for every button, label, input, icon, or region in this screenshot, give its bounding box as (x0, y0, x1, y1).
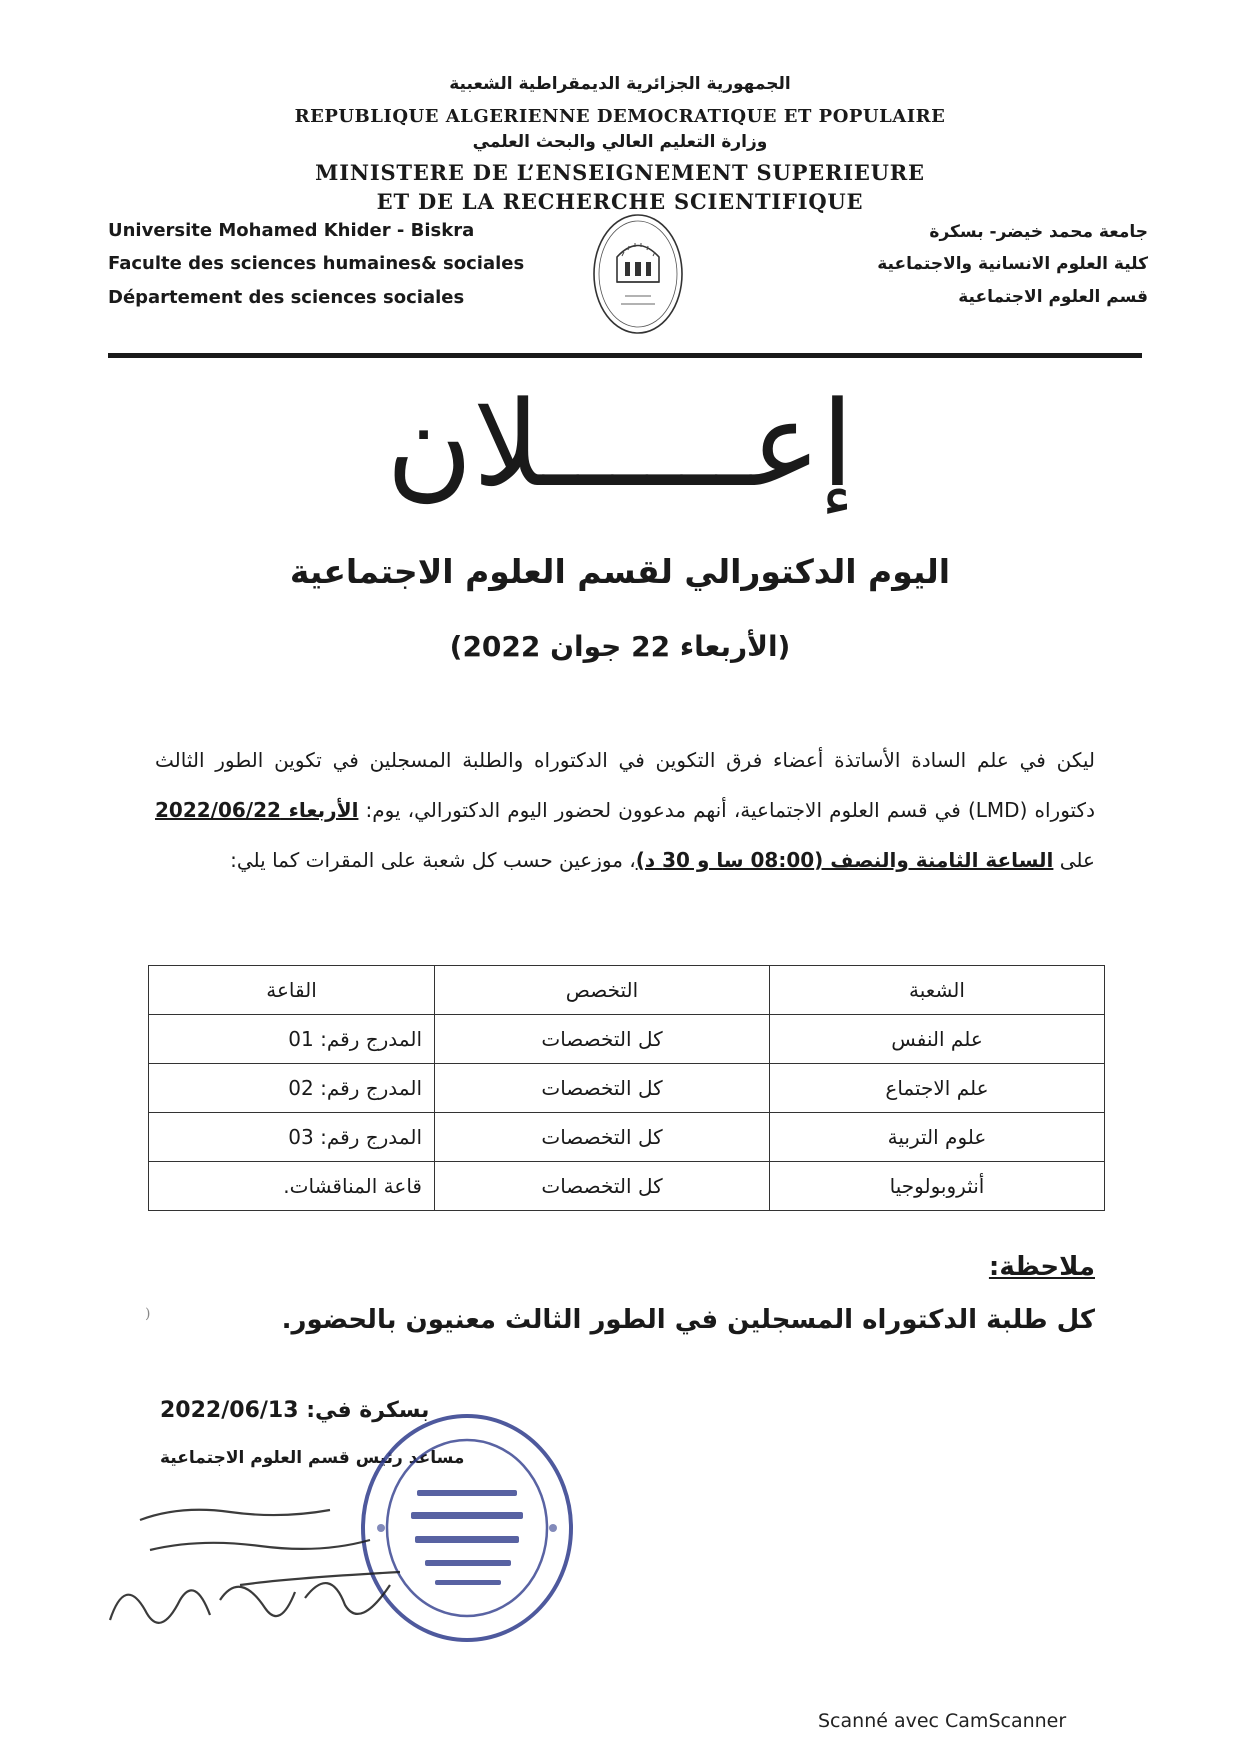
header-fr-ministry-2: ET DE LA RECHERCHE SCIENTIFIQUE (376, 189, 864, 214)
body-paragraph (155, 735, 1095, 885)
header-faculty-fr: Faculte des sciences humaines& sociales (108, 253, 525, 274)
header-university-fr: Universite Mohamed Khider - Biskra (108, 220, 475, 241)
cell-specialty: كل التخصصات (435, 1113, 770, 1162)
table-row (149, 1015, 1105, 1064)
cell-specialty: كل التخصصات (435, 1015, 770, 1064)
body-part-2: على (1053, 848, 1095, 872)
header-faculty-ar: كلية العلوم الانسانية والاجتماعية (877, 254, 1148, 274)
body-date: الأربعاء 2022/06/22 (155, 798, 359, 822)
signature-place-date: بسكرة في: 2022/06/13 (160, 1398, 430, 1423)
note-heading: ملاحظة: (988, 1252, 1095, 1282)
university-logo-icon (591, 212, 685, 336)
table-row (149, 1064, 1105, 1113)
cell-specialty: كل التخصصات (435, 1162, 770, 1211)
header-specialty: التخصص (435, 966, 770, 1015)
cell-specialty: كل التخصصات (435, 1064, 770, 1113)
header-divider (108, 353, 1142, 358)
cell-room: المدرج رقم: 02 (149, 1064, 435, 1113)
table-row (149, 1162, 1105, 1211)
table-header-row (149, 966, 1105, 1015)
header-department-fr: Département des sciences sociales (108, 287, 465, 308)
header-department-ar: قسم العلوم الاجتماعية (958, 287, 1148, 307)
cell-branch: علم النفس (770, 1015, 1105, 1064)
scanner-watermark: Scanné avec CamScanner (818, 1710, 1067, 1732)
header-room: القاعة (149, 966, 435, 1015)
cell-room: المدرج رقم: 03 (149, 1113, 435, 1162)
header-fr-ministry-1: MINISTERE DE L’ENSEIGNEMENT SUPERIEURE (315, 160, 925, 185)
announcement-title: اليوم الدكتورالي لقسم العلوم الاجتماعية (289, 552, 951, 591)
cell-room: قاعة المناقشات. (149, 1162, 435, 1211)
scan-mark: ) (145, 1306, 151, 1322)
header-ar-ministry: وزارة التعليم العالي والبحث العلمي (472, 132, 768, 152)
announcement-heading: إعــــــلان (386, 375, 854, 513)
cell-room: المدرج رقم: 01 (149, 1015, 435, 1064)
table-row (149, 1113, 1105, 1162)
header-ar-nation: الجمهورية الجزائرية الديمقراطية الشعبية (449, 74, 791, 94)
header-branch: الشعبة (770, 966, 1105, 1015)
note-text: كل طلبة الدكتوراه المسجلين في الطور الثالث معنيون بالحضور. (281, 1305, 1095, 1335)
header-fr-nation: REPUBLIQUE ALGERIENNE DEMOCRATIQUE ET POPULAIRE (294, 106, 946, 127)
signature-title: مساعد رئيس قسم العلوم الاجتماعية (160, 1448, 465, 1468)
body-part-3: ، موزعين حسب كل شعبة على المقرات كما يلي: (230, 848, 636, 872)
body-time: الساعة الثامنة والنصف (08:00 سا و 30 د) (635, 848, 1054, 872)
cell-branch: علم الاجتماع (770, 1064, 1105, 1113)
announcement-date: (الأربعاء 22 جوان 2022) (449, 630, 791, 663)
handwritten-signature-icon (90, 1480, 420, 1650)
header-university-ar: جامعة محمد خيضر- بسكرة (929, 222, 1148, 242)
rooms-table (148, 965, 1105, 1211)
cell-branch: علوم التربية (770, 1113, 1105, 1162)
cell-branch: أنثروبولوجيا (770, 1162, 1105, 1211)
body-part-1: ليكن في علم السادة الأساتذة أعضاء فرق التكوين في الدكتوراه والطلبة المسجلين في تكوين الطور الثالث دكتوراه (LMD) في قسم العلوم الاجتماعية، أنهم مدعوون لحضور اليوم الدكتورالي، يوم: (155, 748, 1095, 822)
